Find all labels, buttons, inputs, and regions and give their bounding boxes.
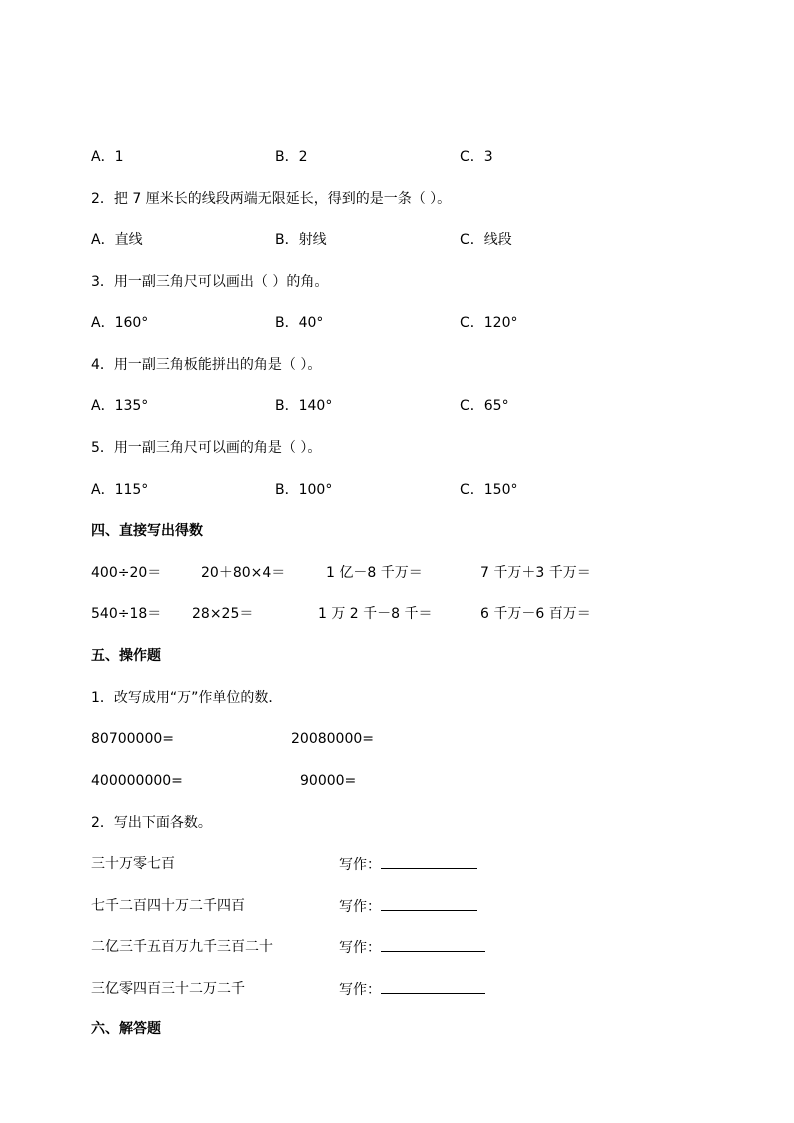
q5-question: 5．用一副三角尺可以画的角是（ ）。 xyxy=(91,440,322,456)
calc-item: 28×25＝ xyxy=(192,606,254,622)
answer-blank[interactable] xyxy=(381,937,485,952)
q4-option-b: B．140° xyxy=(275,398,333,414)
calc-item: 6 千万－6 百万＝ xyxy=(480,606,591,622)
section6-heading: 六、解答题 xyxy=(91,1021,161,1037)
calc-item: 1 万 2 千－8 千＝ xyxy=(318,606,433,622)
section5-heading: 五、操作题 xyxy=(91,648,161,664)
write-label xyxy=(339,979,485,1000)
q4-question: 4．用一副三角板能拼出的角是（ ）。 xyxy=(91,357,322,373)
q3-question: 3．用一副三角尺可以画出（ ）的角。 xyxy=(91,274,329,290)
section5-q1-question: 1．改写成用“万”作单位的数． xyxy=(91,690,283,706)
write-label xyxy=(339,854,477,875)
write-label-text: 写作： xyxy=(339,899,381,915)
q5-option-b: B．100° xyxy=(275,482,333,498)
q4-option-c: C．65° xyxy=(460,398,509,414)
q3-option-a: A．160° xyxy=(91,315,149,331)
write-label-text: 写作： xyxy=(339,982,381,998)
q5-option-a: A．115° xyxy=(91,482,149,498)
rewrite-item: 80700000= xyxy=(91,731,174,747)
rewrite-item: 90000= xyxy=(300,773,357,789)
number-words: 七千二百四十万二千四百 xyxy=(91,898,245,914)
rewrite-item: 20080000= xyxy=(291,731,374,747)
section4-heading: 四、直接写出得数 xyxy=(91,523,203,539)
answer-blank[interactable] xyxy=(381,854,477,869)
q1-option-b: B．2 xyxy=(275,149,308,165)
q3-option-c: C．120° xyxy=(460,315,518,331)
write-label xyxy=(339,937,485,958)
q1-option-a: A．1 xyxy=(91,149,124,165)
calc-item: 7 千万＋3 千万＝ xyxy=(480,565,591,581)
calc-item: 1 亿－8 千万＝ xyxy=(326,565,423,581)
q3-option-b: B．40° xyxy=(275,315,324,331)
q2-option-c: C．线段 xyxy=(460,232,512,248)
write-label xyxy=(339,896,477,917)
q1-option-c: C．3 xyxy=(460,149,493,165)
answer-blank[interactable] xyxy=(381,896,477,911)
write-label-text: 写作： xyxy=(339,940,381,956)
write-label-text: 写作： xyxy=(339,857,381,873)
q5-option-c: C．150° xyxy=(460,482,518,498)
calc-item: 20＋80×4＝ xyxy=(201,565,286,581)
number-words: 二亿三千五百万九千三百二十 xyxy=(91,939,273,955)
section5-q2-question: 2．写出下面各数。 xyxy=(91,815,212,831)
q2-option-b: B．射线 xyxy=(275,232,327,248)
q2-question: 2．把 7 厘米长的线段两端无限延长，得到的是一条（ ）。 xyxy=(91,191,452,207)
calc-item: 540÷18＝ xyxy=(91,606,162,622)
q2-option-a: A．直线 xyxy=(91,232,143,248)
rewrite-item: 400000000= xyxy=(91,773,183,789)
q4-option-a: A．135° xyxy=(91,398,149,414)
number-words: 三亿零四百三十二万二千 xyxy=(91,981,245,997)
number-words: 三十万零七百 xyxy=(91,856,175,872)
answer-blank[interactable] xyxy=(381,979,485,994)
calc-item: 400÷20＝ xyxy=(91,565,162,581)
